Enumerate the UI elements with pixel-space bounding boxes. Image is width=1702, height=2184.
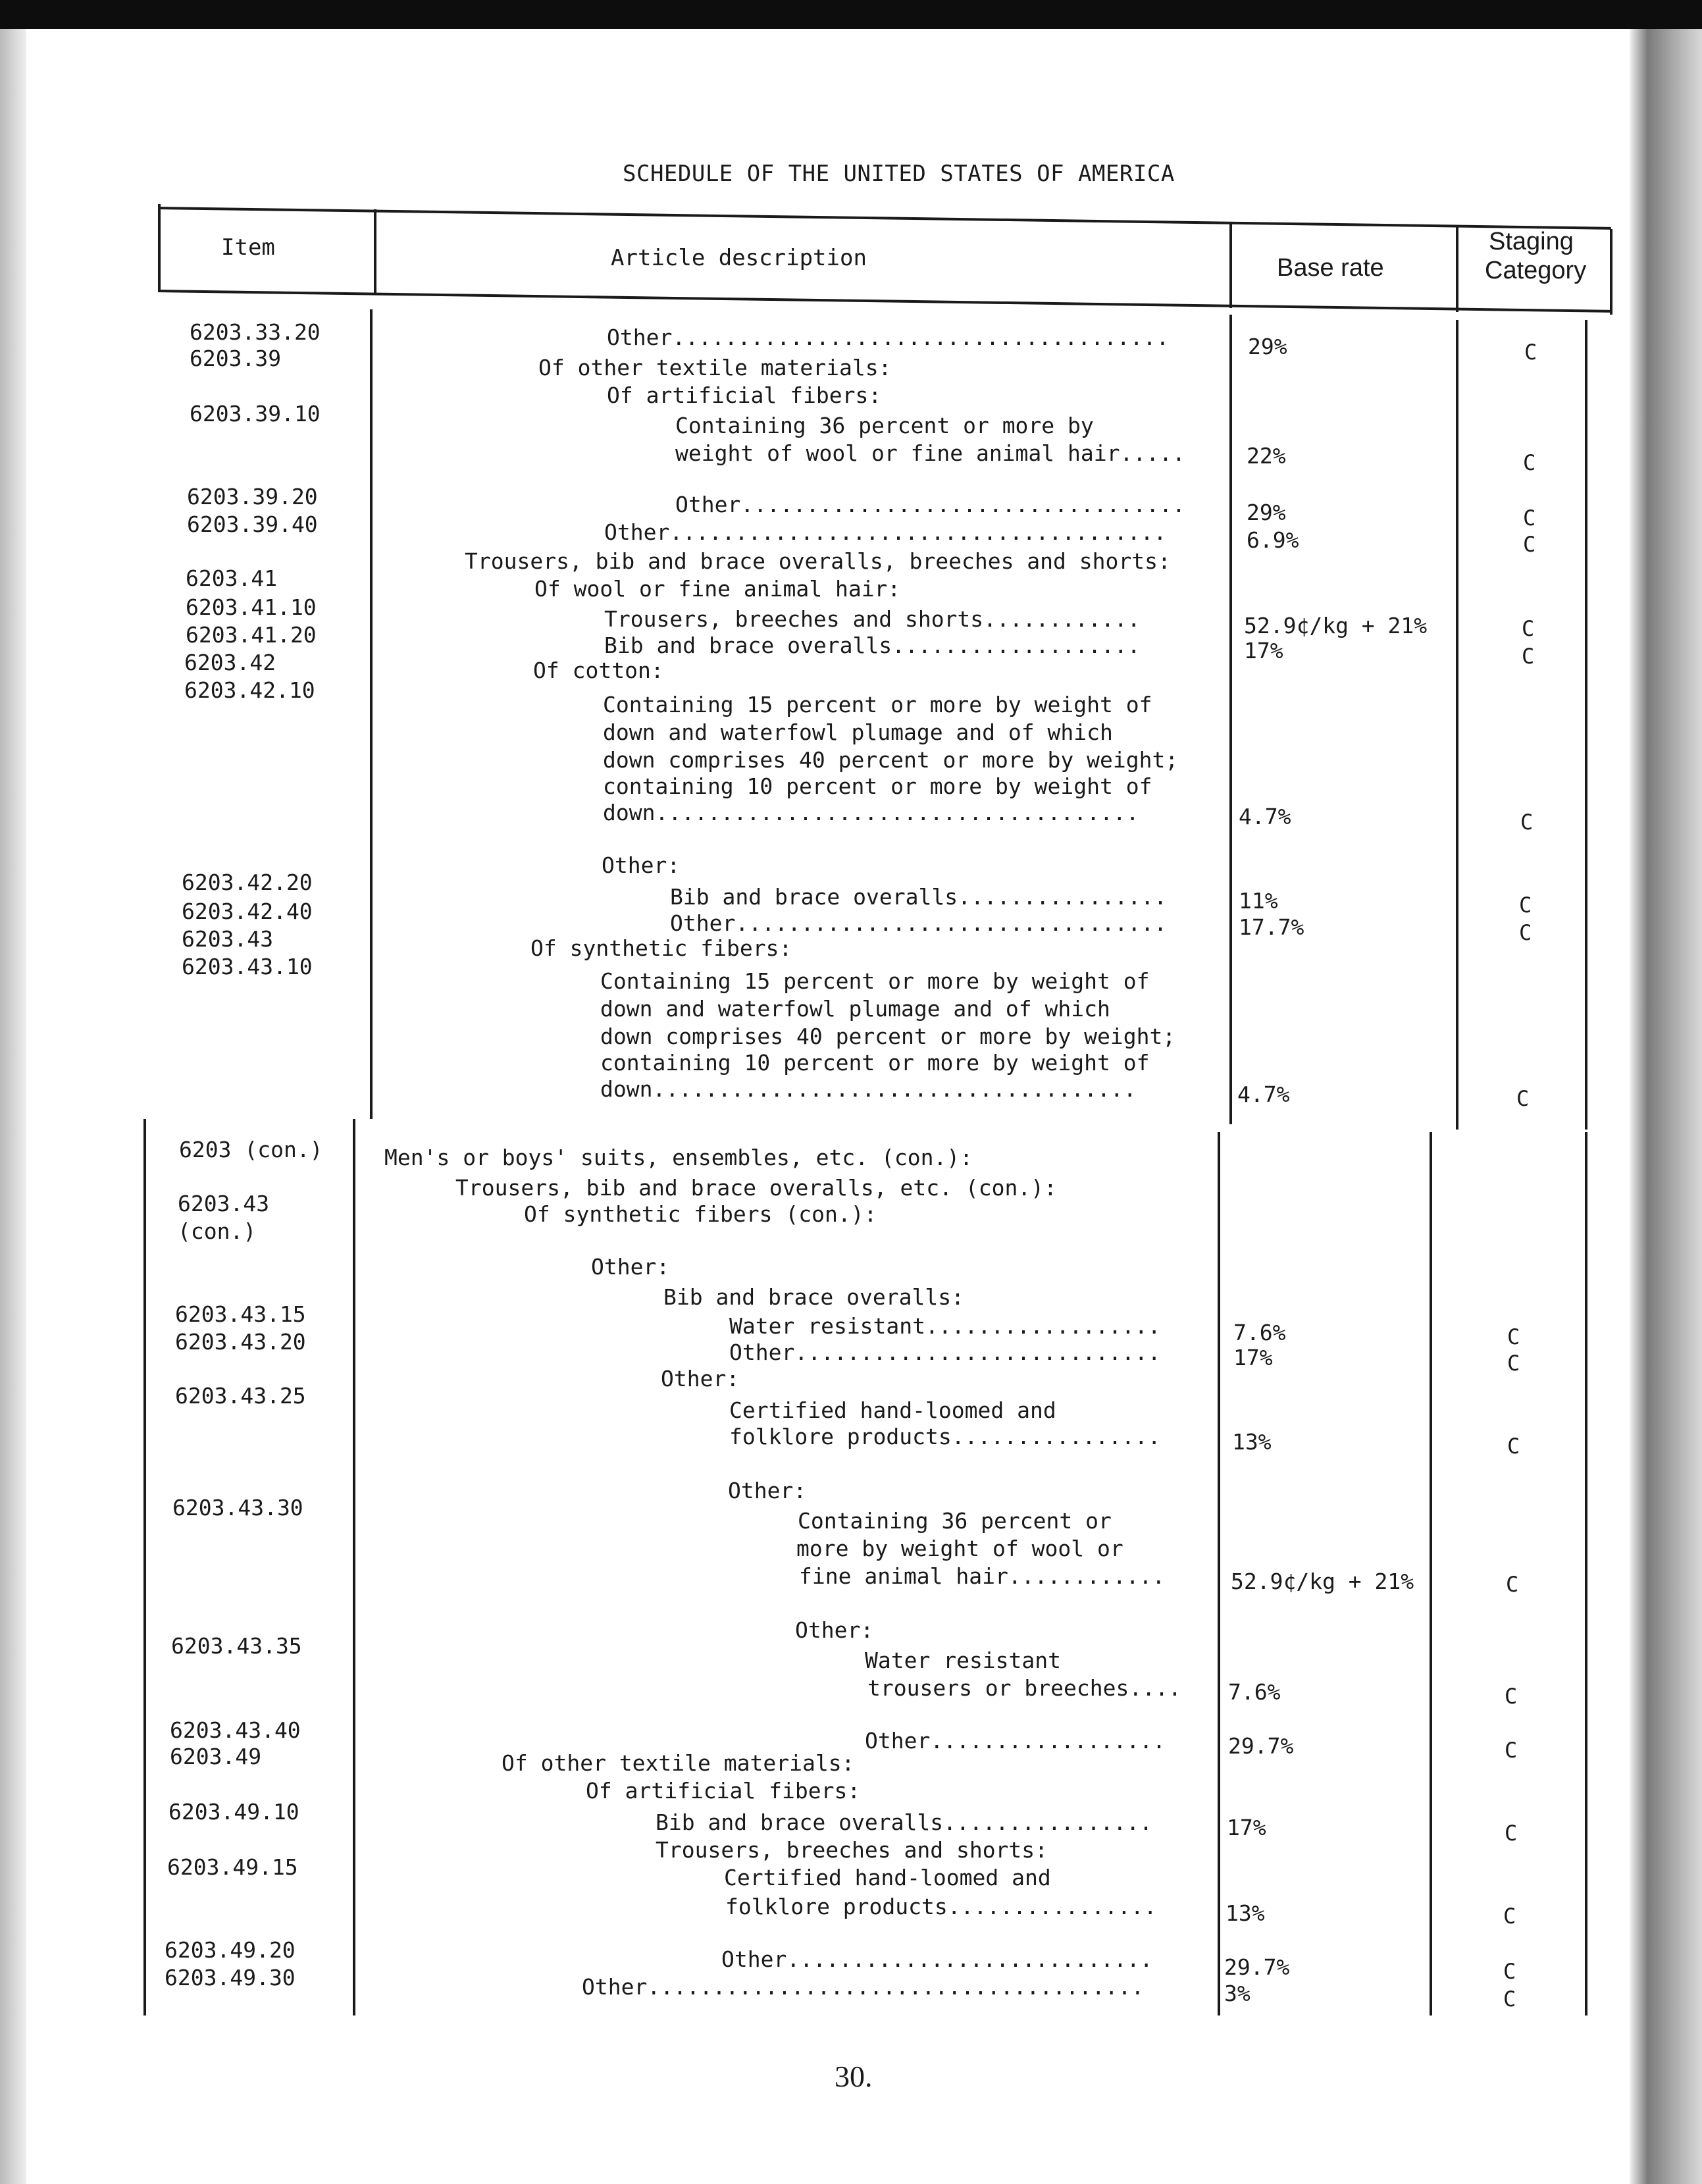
article-description: down comprises 40 percent or more by weight; (600, 1024, 1176, 1049)
base-rate: 13% (1232, 1429, 1272, 1455)
article-description: Other.................. (865, 1728, 1166, 1754)
article-description: Containing 15 percent or more by weight of (603, 692, 1152, 717)
page-title: SCHEDULE OF THE UNITED STATES OF AMERICA (623, 161, 1175, 187)
article-description: Bib and brace overalls................ (670, 884, 1167, 910)
article-description: trousers or breeches.... (867, 1675, 1181, 1701)
staging-category: C (1505, 1821, 1518, 1846)
item-code: 6203.43.15 (175, 1301, 306, 1327)
base-rate: 22% (1247, 443, 1286, 469)
scan-border-right (1630, 29, 1702, 2184)
header-base-rate: Base rate (1277, 254, 1384, 282)
staging-category: C (1520, 810, 1534, 835)
staging-category: C (1516, 1086, 1530, 1111)
item-code: 6203.41 (186, 565, 278, 591)
base-rate: 11% (1239, 888, 1278, 914)
article-description: Bib and brace overalls................... (604, 633, 1141, 658)
article-description: Other: (728, 1478, 807, 1503)
item-code: 6203.49.10 (168, 1799, 299, 1825)
article-description: Other: (661, 1366, 740, 1391)
base-rate: 4.7% (1239, 804, 1291, 829)
article-description: down comprises 40 percent or more by weight; (603, 747, 1179, 773)
item-code: 6203.43.35 (171, 1633, 302, 1659)
table-border (1229, 222, 1232, 308)
staging-category: C (1505, 1684, 1518, 1709)
article-description: Other............................ (721, 1946, 1153, 1972)
article-description: Containing 36 percent or more by (675, 413, 1094, 438)
article-description: Of artificial fibers: (607, 382, 882, 408)
table-border (374, 209, 376, 295)
item-code: 6203.49 (170, 1744, 262, 1769)
header-item: Item (221, 234, 275, 261)
base-rate: 6.9% (1247, 527, 1299, 553)
base-rate: 17% (1227, 1815, 1266, 1840)
header-staging-line2: Category (1485, 257, 1587, 284)
article-description: Of other textile materials: (502, 1750, 855, 1776)
article-description: containing 10 percent or more by weight of (603, 773, 1152, 799)
scan-border-left (0, 29, 26, 2184)
article-description: Bib and brace overalls: (663, 1284, 964, 1310)
staging-category: C (1503, 1987, 1516, 2012)
column-divider (1218, 1132, 1220, 2015)
article-description: Containing 36 percent or (798, 1508, 1112, 1534)
table-border (1456, 226, 1458, 312)
article-description: Other................................. (670, 910, 1167, 936)
item-code: 6203.41.10 (186, 594, 317, 620)
article-description: Water resistant.................. (729, 1313, 1161, 1339)
item-code: 6203.41.20 (186, 622, 317, 648)
column-divider (1456, 320, 1458, 1130)
column-divider (1585, 320, 1587, 1130)
base-rate: 17% (1233, 1345, 1273, 1370)
article-description: down..................................... (600, 1076, 1137, 1102)
article-description: down..................................... (603, 800, 1139, 825)
item-code: 6203.42.10 (184, 677, 315, 703)
item-code: 6203.39.10 (190, 401, 321, 427)
article-description: Other...................................... (582, 1974, 1145, 2000)
article-description: Other.................................. (675, 492, 1185, 517)
table-border (1610, 229, 1612, 315)
article-description: fine animal hair............ (799, 1563, 1166, 1589)
base-rate: 29.7% (1224, 1954, 1290, 1980)
article-description: Of other textile materials: (538, 355, 892, 380)
staging-category: C (1507, 1351, 1520, 1376)
column-divider (1585, 1132, 1587, 2015)
staging-category: C (1519, 893, 1532, 918)
article-description: Of cotton: (533, 658, 664, 683)
staging-category: C (1507, 1324, 1520, 1349)
article-description: down and waterfowl plumage and of which (600, 996, 1110, 1022)
staging-category: C (1507, 1434, 1520, 1459)
item-code: 6203.43 (182, 926, 274, 952)
item-code: 6203.39 (190, 346, 282, 371)
article-description: Men's or boys' suits, ensembles, etc. (con.): (384, 1145, 973, 1170)
article-description: Trousers, bib and brace overalls, breeches and shorts: (465, 548, 1171, 574)
base-rate: 17% (1244, 638, 1283, 663)
base-rate: 13% (1225, 1900, 1265, 1926)
article-description: down and waterfowl plumage and of which (603, 719, 1113, 745)
item-code: 6203.43.10 (182, 954, 313, 979)
staging-category: C (1505, 1738, 1518, 1763)
staging-category: C (1522, 644, 1535, 669)
staging-category: C (1506, 1572, 1519, 1597)
item-code: 6203 (con.) (179, 1137, 323, 1162)
item-code: 6203.43.40 (170, 1717, 301, 1743)
column-divider (1229, 315, 1232, 1124)
article-description: Other............................ (729, 1339, 1161, 1365)
staging-category: C (1522, 616, 1535, 641)
item-code: 6203.49.15 (167, 1854, 298, 1880)
header-description: Article description (611, 245, 867, 271)
article-description: Of wool or fine animal hair: (534, 576, 901, 602)
item-code: 6203.49.20 (165, 1937, 296, 1963)
column-divider (353, 1119, 355, 2015)
article-description: Of artificial fibers: (586, 1778, 861, 1804)
article-description: more by weight of wool or (796, 1536, 1123, 1561)
staging-category: C (1523, 450, 1536, 475)
base-rate: 3% (1224, 1981, 1251, 2006)
article-description: Other...................................... (607, 325, 1170, 350)
article-description: folklore products................ (729, 1424, 1161, 1449)
base-rate: 7.6% (1228, 1679, 1281, 1705)
article-description: Other...................................... (604, 519, 1167, 545)
article-description: Other: (795, 1617, 874, 1643)
item-code: 6203.42 (184, 650, 276, 675)
header-staging-line1: Staging (1489, 228, 1574, 255)
article-description: Containing 15 percent or more by weight of (600, 968, 1150, 994)
column-divider (370, 309, 373, 1119)
staging-category: C (1519, 920, 1532, 945)
staging-category: C (1503, 1959, 1516, 1984)
item-code: 6203.43.20 (175, 1329, 306, 1355)
column-divider (1430, 1132, 1432, 2015)
article-description: Other: (602, 852, 681, 878)
staging-category: C (1503, 1904, 1516, 1929)
item-code: 6203.43 (178, 1191, 270, 1216)
item-code: 6203.39.40 (187, 511, 318, 537)
base-rate: 29% (1247, 500, 1286, 525)
item-code: 6203.43.30 (172, 1495, 303, 1521)
item-code: 6203.33.20 (190, 319, 321, 345)
item-code: 6203.43.25 (175, 1383, 306, 1409)
table-border (158, 204, 161, 290)
article-description: folklore products................ (725, 1894, 1157, 1919)
item-code: 6203.42.40 (182, 898, 313, 924)
article-description: Of synthetic fibers: (530, 935, 792, 961)
article-description: Trousers, breeches and shorts: (656, 1837, 1048, 1863)
base-rate: 29% (1248, 334, 1287, 359)
item-code: (con.) (178, 1218, 257, 1244)
article-description: Trousers, breeches and shorts............ (604, 606, 1141, 632)
article-description: Bib and brace overalls................ (656, 1809, 1152, 1835)
staging-category: C (1524, 340, 1537, 365)
article-description: containing 10 percent or more by weight of (600, 1050, 1150, 1076)
base-rate: 52.9¢/kg + 21% (1231, 1569, 1414, 1594)
article-description: weight of wool or fine animal hair..... (675, 440, 1185, 466)
article-description: Certified hand-loomed and (729, 1397, 1056, 1423)
article-description: Certified hand-loomed and (724, 1865, 1051, 1890)
item-code: 6203.42.20 (182, 870, 313, 895)
staging-category: C (1523, 532, 1536, 557)
base-rate: 7.6% (1233, 1320, 1286, 1345)
item-code: 6203.39.20 (187, 484, 318, 509)
article-description: Other: (591, 1254, 670, 1280)
base-rate: 17.7% (1239, 914, 1304, 940)
page-number: 30. (835, 2060, 873, 2093)
article-description: Of synthetic fibers (con.): (524, 1201, 877, 1227)
scan-border-top (0, 0, 1702, 29)
base-rate: 29.7% (1228, 1733, 1294, 1759)
article-description: Trousers, bib and brace overalls, etc. (con.): (455, 1175, 1057, 1201)
base-rate: 52.9¢/kg + 21% (1244, 613, 1428, 638)
article-description: Water resistant (865, 1648, 1062, 1673)
base-rate: 4.7% (1237, 1081, 1290, 1107)
staging-category: C (1523, 506, 1536, 531)
item-code: 6203.49.30 (165, 1965, 296, 1990)
column-divider (143, 1119, 146, 2015)
